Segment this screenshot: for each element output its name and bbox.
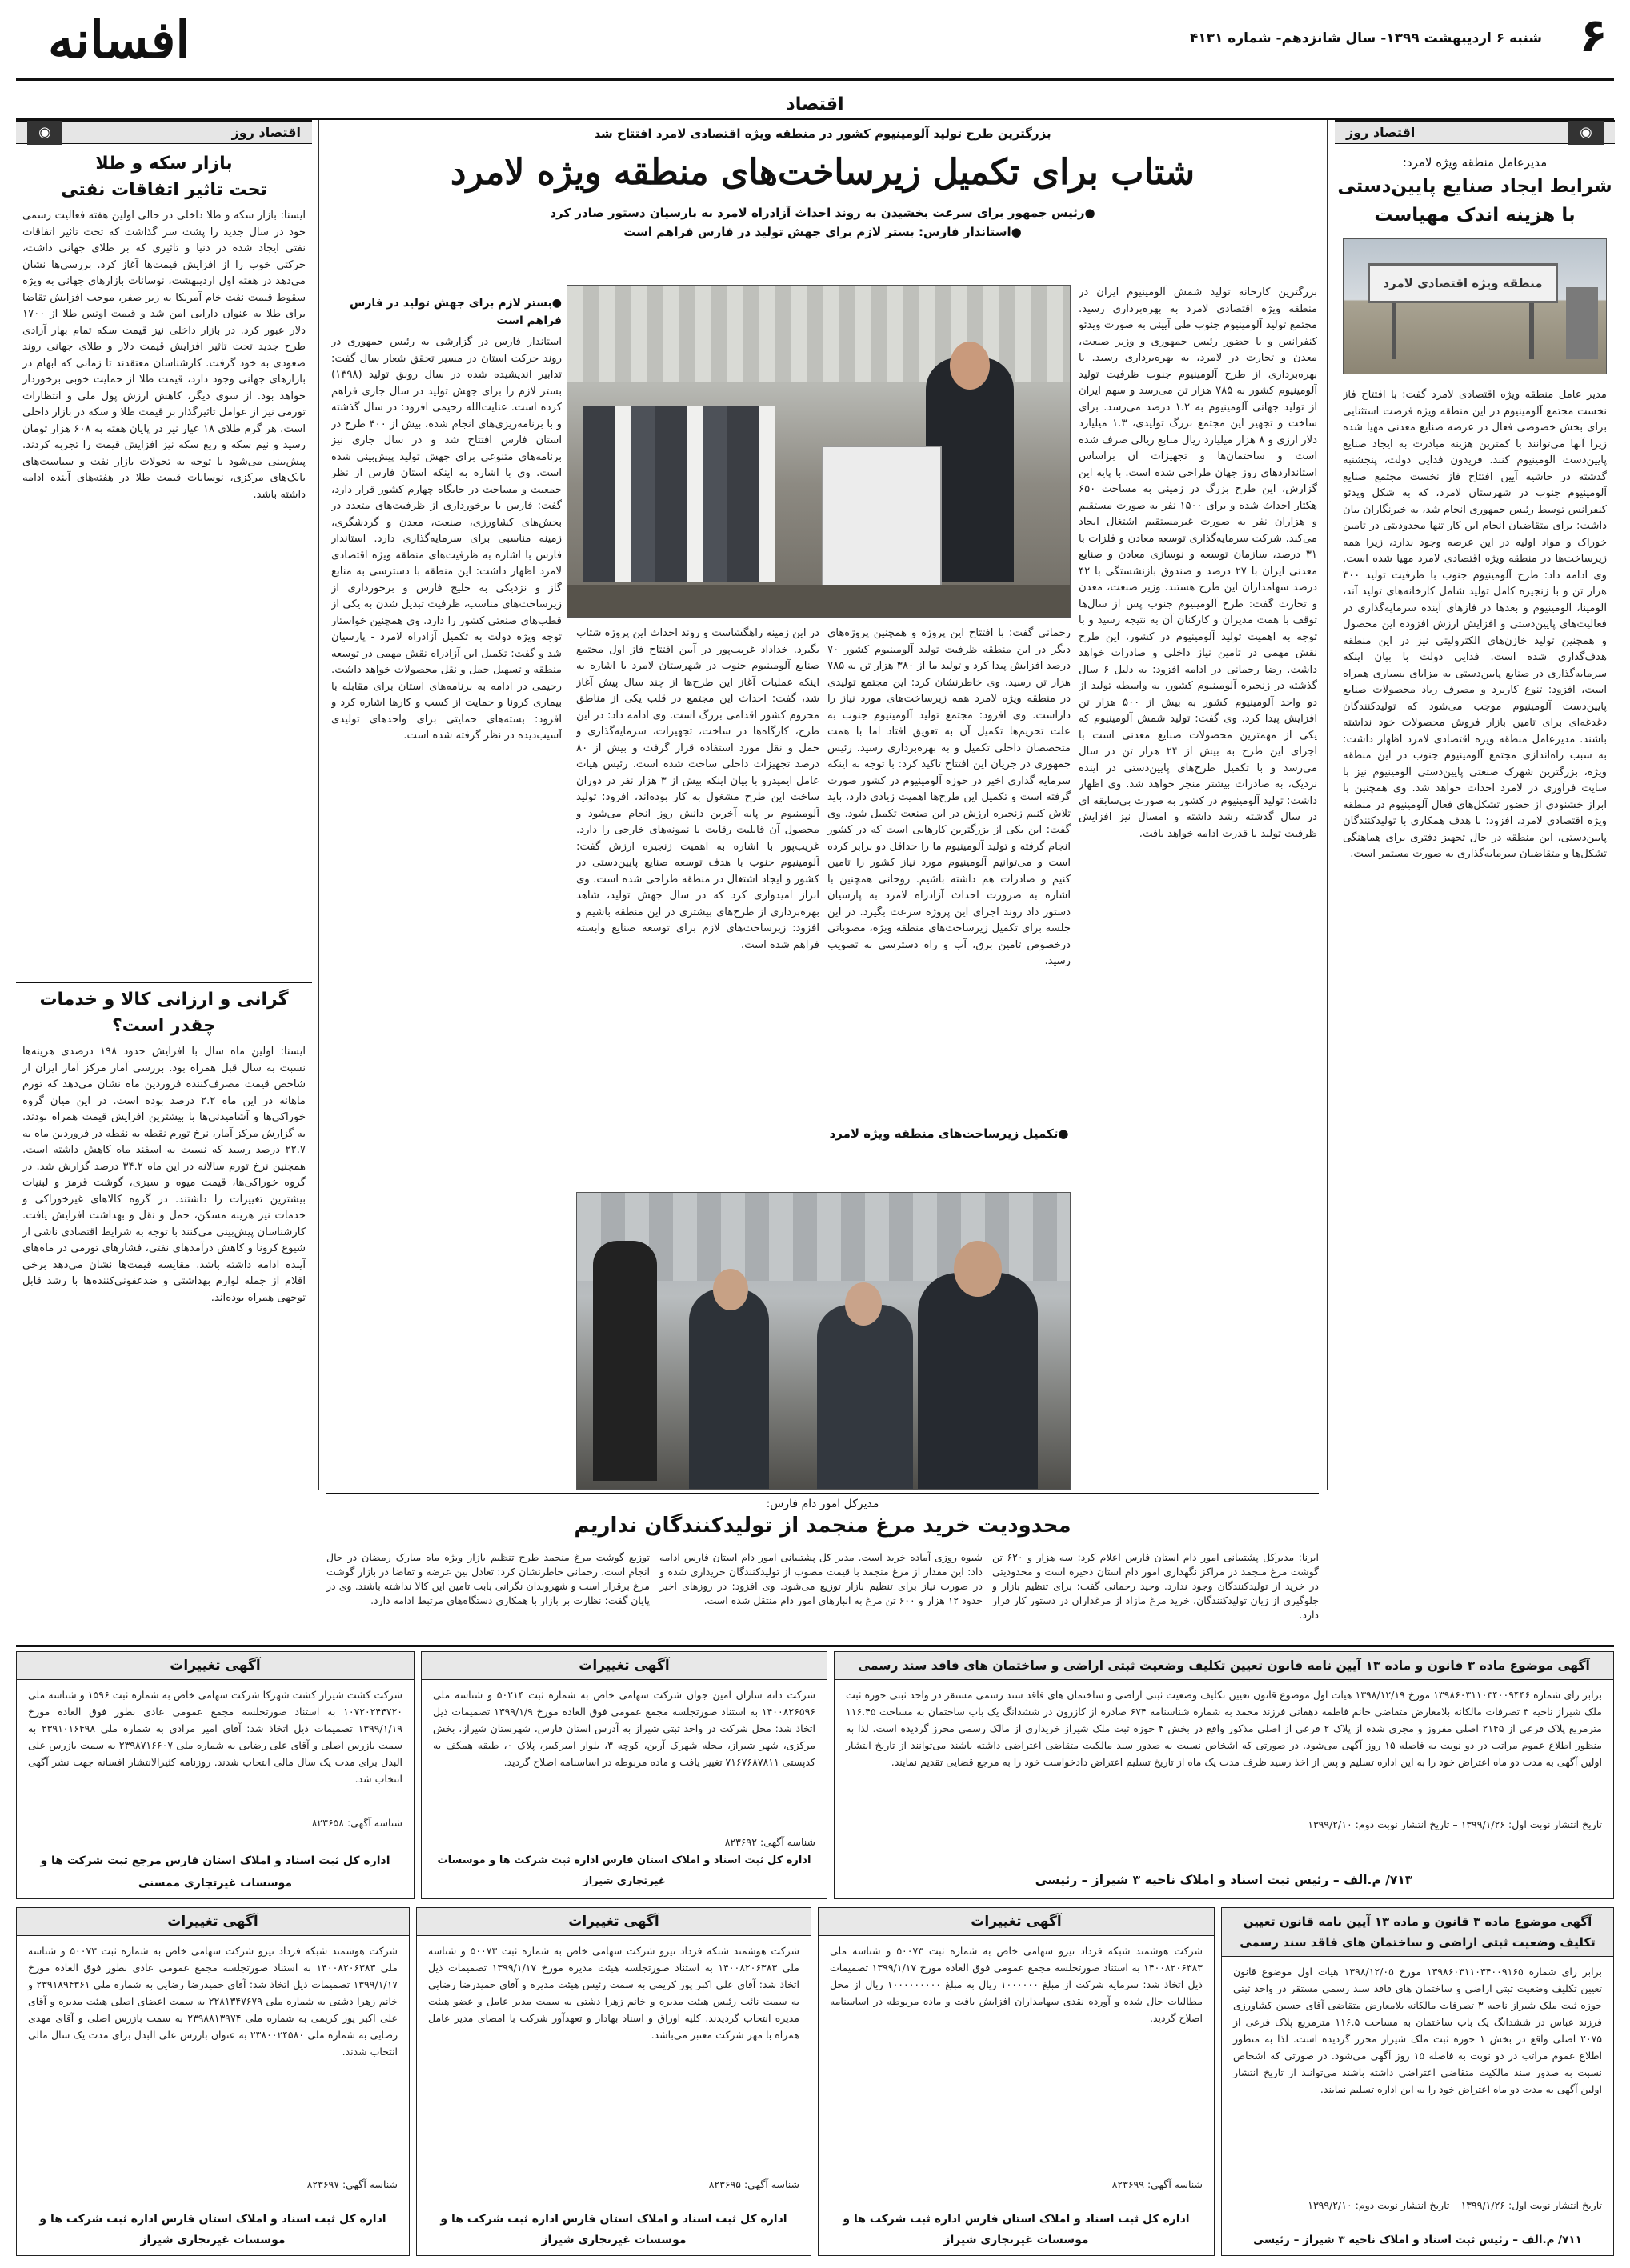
left-title-1a: بازار سکه و طلا: [95, 154, 233, 174]
main-photo-top: [567, 285, 1071, 618]
ad-ref: تاریخ انتشار نوبت اول: ۱۳۹۹/۱/۲۶ – تاریخ انتشار نوبت دوم: ۱۳۹۹/۲/۱۰: [1308, 2199, 1602, 2211]
main-lead-1: ●رئیس جمهور برای سرعت بخشیدن به روند احداث آزادراه لامرد به پارسیان دستور صادر کرد: [550, 206, 1095, 220]
ad-body: برابر رای شماره ۱۳۹۸۶۰۳۱۱۰۳۴۰۰۹۴۴۶ مورخ ۱۳۹۸/۱۲/۱۹ هیات اول موضوع قانون تعیین تکلیف وضعیت ثبتی اراضی و ساختمان های فاقد سند رسمی مستقر در واحد ثبتی حوزه ثبت ملک شیراز ناحیه ۳ تصرفات مالکانه بلامعارض متقاضی خانم فاطمه دهقانی فرزند محمد به شماره شناسنامه ۶۷۴ صادره از کازرون در ششدانگ یک باب ساختمان به مساحت ۱۱۶.۴۵ مترمربع پلاک فرعی از ۲۱۴۵ اصلی مفروز و مجزی شده از پلاک ۲ فرعی از اصلی مذکور واقع در بخش ۴ حوزه ثبت ملک شیراز خریداری از مالک رسمی محرز گردیده است. لذا به منظور اطلاع عموم مراتب در دو نوبت به فاصله ۱۵ روز آگهی می‌شود. در صورتی که اشخاص نسبت به صدور سند مالکیت متقاضی اعتراضی داشته باشند می‌توانند از تاریخ انتشار اولین آگهی به مدت دو ماه اعتراض خود را به این اداره تسلیم و پس از اخذ رسید ظرف مدت یک ماه از تاریخ تسلیم اعتراض دادخواست خود را به مرجع قضایی تقدیم نمایند.: [846, 1689, 1602, 1768]
bottom-col-3: توزیع گوشت مرغ منجمد طرح تنظیم بازار ویژه ماه مبارک رمضان در حال انجام است. رحمانی خاطرنشان کرد: تعادل بین عرضه و تقاضا در بازار گوشت مرغ برقرار است و شهروندان نگرانی بابت تامین این کالا نداشته باشند. وی در پایان گفت: نظارت بر بازار با همکاری دستگاه‌های مرتبط ادامه دارد.: [326, 1551, 650, 1606]
sign-board: [1368, 263, 1558, 303]
ad-row1-right: [834, 1651, 1614, 1899]
right-body: مدیر عامل منطقه ویژه اقتصادی لامرد گفت: با افتتاح فاز نخست مجتمع آلومینیوم در این منطقه ویژه فرصت استثنایی برای بخش خصوصی فعال در عرصه صنایع معدنی مهیا شده زیرا آنها می‌توانند با کمترین هزینه مبادرت به ایجاد صنایع پایین‌دست آلومینیوم کنند. فریدون فدایی دولت، پنجشنبه گذشته در حاشیه آیین افتتاح فاز نخست مجتمع صنایع آلومینیوم جنوب در شهرستان لامرد، که به شکل ویدئو کنفرانس توسط رئیس جمهوری انجام شد، به خبرنگاران بیان داشت: برای متقاضیان انجام این کار تنها محدودیتی در تامین خوراک و مواد اولیه در این عرصه وجود ندارد، زیرا همه زیرساخت‌ها در منطقه ویژه اقتصادی لامرد مهیا شده است. وی ادامه داد: طرح آلومینیوم جنوب با ظرفیت تولید ۳۰۰ هزار تن و با زنجیره کامل تولید شامل کارخانه‌های تولید آند، آلومینا، آلومینیوم و بعدها در فازهای آینده سرمایه‌گذاری در فعالیت‌های پایین‌دستی و افزایش ارزش افزوده این محصول و همچنین تولید خازن‌های الکترولیتی نیز در این منطقه هدف‌گذاری شده است. فدایی دولت با بیان اینکه سرمایه‌گذاری در صنایع پایین‌دستی به مزایای بسیاری همراه است، افزود: تنوع کاربرد و مصرف زیاد محصولات صنایع پایین‌دست آلومینیوم موجب می‌شود که تولیدکنندگان دغدغه‌ای برای تامین بازار فروش محصولات خود نداشته باشند. مدیرعامل منطقه ویژه اقتصادی لامرد اظهار داشت: به سبب راه‌اندازی مجتمع آلومینیوم جنوب در این منطقه ویژه، بزرگترین شهرک صنعتی پایین‌دستی آلومینیوم نیز با سایت فرآوری در لامرد احداث خواهد شد. وی همچنین با ابراز خشنودی از حضور تشکل‌های فعال آلومینیوم در منطقه ویژه اقتصادی لامرد، افزود: با هدف همکاری با تولیدکنندگان پایین‌دستی، این منطقه در حال تجهیز دفتری برای هماهنگی تشکل‌ها و متقاضیان سرمایه‌گذاری به صورت مستمر است.: [1343, 389, 1607, 860]
bottom-title: محدودیت خرید مرغ منجمد از تولیدکنندگان نداریم: [574, 1514, 1071, 1538]
ad-row2-2: [818, 1907, 1215, 2256]
ad-title: آگهی تغییرات: [17, 1908, 409, 1936]
column-logo-icon: ◉: [1568, 121, 1604, 145]
ad-footer: ۷۱۳/ م.الف – رئیس ثبت اسناد و املاک ناحیه ۳ شیراز – رئیسی: [1035, 1873, 1413, 1887]
ad-footer-1: اداره کل ثبت اسناد و املاک استان فارس اداره ثبت شرکت ها و: [440, 2213, 787, 2226]
main-col-1: بزرگترین کارخانه تولید شمش آلومینیوم ایران در منطقه ویژه اقتصادی لامرد به بهره‌برداری رسید. مجتمع تولید آلومینیوم جنوب طی آیینی به صورت ویدئو کنفرانس و با حضور رئیس جمهوری و وزیر صنعت، معدن و تجارت در لامرد، به بهره‌برداری رسید. با بهره‌برداری از طرح آلومینیوم جنوب ظرفیت تولید آلومینیوم کشور به ۷۸۵ هزار تن می‌رسد و سهم ایران از تولید جهانی آلومینیوم به ۱.۲ درصد می‌رسد. برای ساخت و تجهیز این مجتمع بزرگ تولیدی، ۱.۳ میلیارد دلار ارزی و ۸ هزار میلیارد ریال منابع ریالی صرف شده است و ساختمان‌ها و تجهیزات آن براساس استانداردهای روز جهان طراحی شده است. با پایه این گزارش، این طرح بزرگ در زمینی به مساحت ۶۵۰ هکتار احداث شده و برای ۱۵۰۰ نفر به صورت مستقیم و هزاران نفر به صورت غیرمستقیم اشتغال ایجاد می‌کند. شرکت سرمایه‌گذاری توسعه معادن و فلزات با ۳۱ درصد، سازمان توسعه و نوسازی معادن و صنایع معدنی ایران با ۲۷ درصد و صندوق بازنشستگی با ۴۲ درصد سهامداران این طرح هستند. وزیر صنعت، معدن و تجارت گفت: طرح آلومینیوم جنوب پس از سال‌ها توقف با همت مدیران و کارکنان آن به نتیجه رسید و با توجه به اهمیت تولید آلومینیوم در کشور، این طرح نقش مهمی در تامین نیاز داخلی و صادرات خواهد داشت. رضا رحمانی در ادامه افزود: به دلیل ۶ سال گذشته در زنجیره آلومینیوم کشور، به واسطه تولید از دو واحد آلومینیوم کشور به بیش از ۵۰۰ هزار تن افزایش پیدا کرد. وی گفت: تولید شمش آلومینیوم که یکی از مهمترین محصولات صنایع معدنی است با اجرای این طرح به بیش از ۲۴ هزار تن در سال می‌رسد و با تکمیل طرح‌های پایین‌دستی در آینده نزدیک، به صادرات بیشتر منجر خواهد شد. وی اظهار داشت: تولید آلومینیوم در کشور به صورت بی‌سابقه ای در سال گذشته رشد داشته و امسال نیز افزایش ظرفیت تولید با قدرت ادامه خواهد یافت.: [1079, 286, 1317, 840]
main-col-4-wrap: [326, 285, 567, 1189]
left-body-1: ایسنا: بازار سکه و طلا داخلی در حالی اولین هفته فعالیت رسمی خود در سال جدید را پشت سر گذاشت که تحت تاثیر اتفاقات نفتی ایجاد شده در دنیا و تاثیری که بر طلای جهانی داشت، حرکتی خوب را از افزایش قیمت‌ها آغاز کرد. بررسی‌ها نشان می‌دهد در هفته اول اردیبهشت، نوسانات بازارهای جهانی به ویژه سقوط قیمت نفت خام آمریکا به زیر صفر، موجب افزایش تقاضا برای طلا به عنوان دارایی امن شد و قیمت اونس طلا از ۱۷۰۰ دلار عبور کرد. در بازار داخلی نیز قیمت سکه تمام بهار آزادی طرح جدید تحت تاثیر افزایش قیمت دلار و طلای جهانی روند صعودی به خود گرفت. کارشناسان معتقدند تا زمانی که ابهام در بازارهای جهانی وجود دارد، قیمت طلا از حمایت خوبی برخوردار خواهد بود. از سوی دیگر، کاهش ارزش پول ملی و انتظارات تورمی نیز از عوامل تاثیرگذار بر قیمت طلا و سکه در بازار داخلی است. هر گرم طلای ۱۸ عیار نیز در پایان هفته به ۶۰۸ هزار تومان رسید و نیم سکه و ربع سکه نیز افزایش قیمت را تجربه کردند. پیش‌بینی می‌شود با توجه به تحولات بازار نفت و سیاست‌های بانک‌های مرکزی، نوسانات قیمت طلا در هفته‌های آینده ادامه داشته باشد.: [22, 210, 306, 501]
ad-title: آگهی موضوع ماده ۳ قانون و ماده ۱۳ آیین نامه قانون تعیین تکلیف وضعیت ثبتی اراضی و ساختمان های فاقد سند رسمی: [1222, 1908, 1613, 1957]
ad-footer-1: اداره کل ثبت اسناد و املاک استان فارس اداره ثبت شرکت ها و: [39, 2213, 386, 2226]
ad-footer-1: اداره کل ثبت اسناد و املاک استان فارس اداره ثبت شرکت ها و: [843, 2213, 1190, 2226]
ad-title: آگهی تغییرات: [819, 1908, 1214, 1936]
section-title: اقتصاد: [786, 94, 844, 114]
ad-title: آگهی موضوع ماده ۳ قانون و ماده ۱۳ آیین نامه قانون تعیین تکلیف وضعیت ثبتی اراضی و ساختمان های فاقد سند رسمی: [835, 1652, 1613, 1680]
ad-title: آگهی تغییرات: [417, 1908, 811, 1936]
ad-title: آگهی تغییرات: [422, 1652, 827, 1680]
bottom-col-2: شیوه روزی آماده خرید است. مدیر کل پشتیبانی امور دام استان فارس ادامه داد: این مقدار از مرغ منجمد با قیمت مصوب از تولیدکنندگان خریداری شده و در صورت نیاز برای تنظیم بازار توزیع می‌شود. وی افزود: در روزهای اخیر حدود ۱۲ هزار و ۶۰۰ تن مرغ به انبارهای امور دام منتقل شده است.: [659, 1551, 983, 1606]
ad-footer: اداره کل ثبت اسناد و املاک استان فارس اداره ثبت شرکت ها و موسسات غیرتجاری شیراز: [437, 1854, 811, 1887]
ad-body: برابر رای شماره ۱۳۹۸۶۰۳۱۱۰۳۴۰۰۹۱۶۵ مورخ ۱۳۹۸/۱۲/۰۵ هیات اول موضوع قانون تعیین تکلیف وضعیت ثبتی اراضی و ساختمان های فاقد سند رسمی مستقر در واحد ثبتی حوزه ثبت ملک شیراز ناحیه ۳ تصرفات مالکانه بلامعارض متقاضی آقای حسین کشاورزی فرزند عباس در ششدانگ یک باب ساختمان به مساحت ۱۱۶.۵ مترمربع پلاک فرعی از ۲۰۷۵ اصلی واقع در بخش ۱ حوزه ثبت ملک شیراز محرز گردیده است. لذا به منظور اطلاع عموم مراتب در دو نوبت به فاصله ۱۵ روز آگهی می‌شود. در صورتی که اشخاص نسبت به صدور سند مالکیت متقاضی اعتراضی داشته باشند می‌توانند از تاریخ انتشار اولین آگهی به مدت دو ماه اعتراض خود را به این اداره تسلیم نمایند.: [1233, 1966, 1603, 2095]
ad-row2-4: [16, 1907, 410, 2256]
ad-ref: شناسه آگهی: ۸۲۳۶۹۹: [1111, 2178, 1203, 2190]
bottom-kicker: مدیرکل امور دام فارس:: [766, 1498, 879, 1510]
issue-info: شنبه ۶ اردیبهشت ۱۳۹۹- سال شانزدهم- شماره ۴۱۳۱: [1189, 30, 1542, 46]
ad-footer-2: موسسات غیرتجاری شیراز: [943, 2234, 1089, 2246]
left-column: [16, 120, 312, 1488]
ad-ref: شناسه آگهی: ۸۲۳۶۹۲: [724, 1836, 815, 1848]
main-sub-1: ●بستر لازم برای جهش تولید در فارس فراهم است: [350, 297, 562, 327]
main-col-4: استاندار فارس در گزارشی به رئیس جمهوری در روند حرکت استان در مسیر تحقق شعار سال گفت: تدابیر اندیشیده شده در سال رونق تولید (۱۳۹۸) بستر لازم را برای جهش تولید در سال جاری فراهم کرده است. عنایت‌الله رحیمی افزود: در سال گذشته و با برنامه‌ریزی‌های انجام شده، بیش از ۴۰۰ طرح در استان فارس افتتاح شد و در سال جاری نیز برنامه‌های متنوعی برای جهش تولید پیش‌بینی شده است. وی با اشاره به اینکه استان فارس از نظر جمعیت و مساحت در جایگاه چهارم کشور قرار دارد، گفت: فارس با برخورداری از ظرفیت‌های متعدد در بخش‌های کشاورزی، صنعت، معدن و گردشگری، زمینه مناسبی برای سرمایه‌گذاری دارد. استاندار فارس با اشاره به ظرفیت‌های منطقه ویژه اقتصادی لامرد اظهار داشت: این منطقه با دسترسی به منابع گاز و نزدیکی به خلیج فارس و برخورداری از زیرساخت‌های مناسب، ظرفیت تبدیل شدن به یکی از قطب‌های صنعتی کشور را دارد. وی همچنین خواستار توجه ویژه دولت به تکمیل آزادراه لامرد - پارسیان شد و گفت: تکمیل این آزادراه نقش مهمی در توسعه منطقه و تسهیل حمل و نقل محصولات خواهد داشت. رحیمی در ادامه به برنامه‌های استان برای مقابله با بیماری کرونا و حمایت از کسب و کارها اشاره کرد و افزود: بسته‌های حمایتی برای واحدهای تولیدی آسیب‌دیده در نظر گرفته شده است.: [331, 336, 562, 742]
ad-ref: شناسه آگهی: ۸۲۳۶۹۵: [708, 2178, 799, 2190]
ad-ref: شناسه آگهی: ۸۲۳۶۹۷: [306, 2178, 398, 2190]
ad-body: شرکت هوشمند شبکه فرداد نیرو شرکت سهامی خاص به شماره ثبت ۵۰۰۷۳ و شناسه ملی ۱۴۰۰۸۲۰۶۳۸۳ به استناد صورتجلسه مجمع عمومی عادی بطور فوق العاده مورخ ۱۳۹۹/۱/۱۷ تصمیمات ذیل اتخاذ شد: آقای حمیدرضا رضایی به شماره ملی ۲۳۹۱۸۹۴۳۶۱ و خانم زهرا دشتی به شماره ملی ۲۲۸۱۳۴۷۶۷۹ به سمت اعضای اصلی هیئت مدیره و آقای علی اکبر پور کریمی به شماره ملی ۲۳۹۸۸۱۳۹۷۴ به سمت بازرس اصلی و آقای مهدی رضایی به شماره ملی ۲۳۸۰۰۲۴۵۸۰ به عنوان بازرس علی البدل برای مدت یک سال مالی انتخاب شدند.: [28, 1945, 398, 2058]
ad-row2-1: [1221, 1907, 1614, 2256]
column-logo-icon: ◉: [27, 121, 62, 145]
ad-body: شرکت هوشمند شبکه فرداد نیرو شرکت سهامی خاص به شماره ثبت ۵۰۰۷۳ و شناسه ملی ۱۴۰۰۸۲۰۶۳۸۳ به استناد صورتجلسه هیئت مدیره مورخ ۱۳۹۹/۱/۱۷ تصمیمات ذیل اتخاذ شد: آقای علی اکبر پور کریمی به سمت رئیس هیئت مدیره و آقای حمیدرضا رضایی به سمت نائب رئیس هیئت مدیره و خانم زهرا دشتی به سمت مدیر عامل و عضو هیئت مدیره انتخاب گردیدند. کلیه اوراق و اسناد بهادار و تعهدآور شرکت با امضای مدیر عامل همراه با مهر شرکت معتبر می‌باشد.: [428, 1945, 799, 2041]
ad-footer-1: اداره کل ثبت اسناد و املاک استان فارس مرجع ثبت شرکت ها و: [40, 1854, 390, 1867]
main-headline: شتاب برای تکمیل زیرساخت‌های منطقه ویژه لامرد: [450, 152, 1195, 193]
main-lead-2: ●استاندار فارس: بستر لازم برای جهش تولید در فارس فراهم است: [623, 225, 1022, 239]
main-col-3: در این زمینه راهگشاست و روند احداث این پروژه شتاب بگیرد. خداداد غریب‌پور در آیین افتتاح فاز اول مجتمع صنایع آلومینیوم جنوب در شهرستان لامرد با اشاره به اینکه عملیات آغاز این طرح‌ها از چند سال پیش آغاز شد، گفت: احداث این مجتمع در قلب یکی از مناطق محروم کشور اقدامی بزرگ است. وی ادامه داد: در این طرح، کارگاه‌ها در ساخت، تجهیزات، سرمایه‌گذاری و حمل و نقل مورد استفاده قرار گرفت و بیش از ۸۰ درصد تجهیزات داخلی ساخت شده است. رئیس هیات عامل ایمیدرو با بیان اینکه بیش از ۳ هزار نفر در دوران ساخت این طرح مشغول به کار بوده‌اند، افزود: تولید آلومینیوم بر پایه آخرین دانش روز انجام می‌شود و محصول آن قابلیت رقابت با نمونه‌های خارجی را دارد. غریب‌پور با اشاره به اهمیت زنجیره ارزش گفت: آلومینیوم جنوب با هدف توسعه صنایع پایین‌دستی در کشور و ایجاد اشتغال در منطقه طراحی شده است. وی ابراز امیدواری کرد که در سال جهش تولید، شاهد بهره‌برداری از طرح‌های بیشتری در این منطقه باشیم و افزود: زیرساخت‌های لازم برای توسعه صنایع وابسته فراهم شده است.: [576, 627, 819, 951]
main-sub-2: ●تکمیل زیرساخت‌های منطقه ویژه لامرد: [829, 1126, 1069, 1141]
right-kicker: مدیرعامل منطقه ویژه لامرد:: [1402, 155, 1548, 170]
ad-footer: ۷۱۱/ م.الف – رئیس ثبت اسناد و املاک ناحیه ۳ شیراز – رئیسی: [1253, 2234, 1582, 2246]
ad-footer-2: موسسات غیرتجاری ممسنی: [138, 1877, 293, 1890]
main-kicker: بزرگترین طرح تولید آلومینیوم کشور در منطقه ویژه اقتصادی لامرد افتتاح شد: [594, 126, 1051, 141]
main-col-2: رحمانی گفت: با افتتاح این پروژه و همچنین پروژه‌های دیگر در این منطقه ظرفیت تولید آلومینیوم کشور ۷۰ درصد افزایش پیدا کرد و تولید ما از ۳۸۰ هزار تن به ۷۸۵ هزار تن رسید. وی خاطرنشان کرد: این مجتمع تولیدی در منطقه ویژه لامرد همه زیرساخت‌های مورد نیاز را داراست. وی افزود: مجتمع تولید آلومینیوم جنوب به علت تحریم‌ها تکمیل آن به تعویق افتاد اما با همت متخصصان داخلی تکمیل و به بهره‌برداری رسید. رئیس جمهوری در جریان این افتتاح تاکید کرد: با توجه به اینکه سرمایه گذاری اخیر در حوزه آلومینیوم در کشور صورت گرفته است و تکمیل این طرح‌ها اهمیت زیادی دارد، باید تلاش کنیم زنجیره ارزش در این صنعت تکمیل شود. وی گفت: این یکی از بزرگترین کارهایی است که در کشور انجام گرفته و تولید آلومینیوم ما را حداقل دو برابر کرده است و می‌توانیم آلومینیوم مورد نیاز کشور را تامین کنیم و صادرات هم داشته باشیم. روحانی همچنین با اشاره به ضرورت احداث آزادراه لامرد به پارسیان دستور داد روند اجرای این پروژه سرعت بگیرد. در این جلسه برای تکمیل زیرساخت‌های منطقه ویژه، مصوباتی درخصوص تامین برق، آب و راه دسترسی به تصویب رسید.: [827, 627, 1071, 967]
left-body-2: ایسنا: اولین ماه سال با افزایش حدود ۱۹۸ درصدی هزینه‌ها نسبت به سال قبل همراه بود. بررسی آمار مرکز آمار ایران از شاخص قیمت مصرف‌کننده فروردین ماه نشان می‌دهد که تورم ماهانه در این ماه ۲.۲ درصد بوده است. در این میان گروه خوراکی‌ها و آشامیدنی‌ها با بیشترین افزایش قیمت همراه بودند. به گزارش مرکز آمار، نرخ تورم نقطه به نقطه در فروردین ماه به ۲۲.۷ درصد رسید که نسبت به اسفند ماه کاهش داشته است. همچنین نرخ تورم سالانه در این ماه ۳۴.۲ درصد گزارش شد. در گروه خوراکی‌ها، قیمت میوه و سبزی، گوشت قرمز و لبنیات بیشترین تغییرات را داشتند. در گروه کالاهای غیرخوراکی و خدمات نیز هزینه مسکن، حمل و نقل و بهداشت افزایش یافت. کارشناسان پیش‌بینی می‌کنند با توجه به شرایط اقتصادی ناشی از شیوع کرونا و کاهش درآمدهای نفتی، فشارهای تورمی در ماه‌های آینده ادامه داشته باشد. مقایسه قیمت‌ها نشان می‌دهد برخی اقلام از جمله لوازم بهداشتی و ضدعفونی‌کننده‌ها با رشد قابل توجهی همراه بوده‌اند.: [22, 1046, 306, 1304]
ad-body: شرکت هوشمند شبکه فرداد نیرو سهامی خاص به شماره ثبت ۵۰۰۷۳ و شناسه ملی ۱۴۰۰۸۲۰۶۳۸۳ به استناد صورتجلسه مجمع عمومی فوق العاده مورخ ۱۳۹۹/۱/۱۷ تصمیمات ذیل اتخاذ شد: سرمایه شرکت از مبلغ ۱۰۰۰۰۰۰ ریال به مبلغ ۱۰۰۰۰۰۰۰۰۰ ریال از محل مطالبات حال شده و آورده نقدی سهامداران افزایش یافت و ماده مربوطه در اساسنامه اصلاح گردید.: [830, 1945, 1203, 2024]
ad-body: شرکت کشت شیراز کشت شهرکا شرکت سهامی خاص به شماره ثبت ۱۵۹۶ و شناسه ملی ۱۰۷۲۰۲۴۴۷۲۰ به استناد صورتجلسه مجمع عمومی عادی بطور فوق العاده مورخ ۱۳۹۹/۱/۱۹ تصمیمات ذیل اتخاذ شد: آقای امیر مرادی به شماره ملی ۲۳۹۱۰۱۶۴۹۸ به سمت بازرس اصلی و آقای علی رضایی به شماره ملی ۲۳۹۸۷۱۶۶۰۷ به سمت بازرس علی البدل برای مدت یک سال مالی انتخاب شدند. روزنامه کثیرالانتشار افسانه جهت نشر آگهی انتخاب شد.: [28, 1689, 402, 1785]
right-column-band: [1335, 120, 1615, 144]
left-column-band: [16, 120, 312, 144]
ad-title: آگهی تغییرات: [17, 1652, 414, 1680]
ad-ref: شناسه آگهی: ۸۲۳۶۵۸: [311, 1817, 402, 1829]
bottom-col-1: ایرنا: مدیرکل پشتیبانی امور دام استان فارس اعلام کرد: سه هزار و ۶۲۰ تن گوشت مرغ منجمد در مراکز نگهداری امور دام استان ذخیره است و محدودیتی در خرید از تولیدکنندگان وجود ندارد. وحید رحمانی گفت: برای تنظیم بازار و جلوگیری از زیان تولیدکنندگان، خرید مرغ مازاد از مرغداران در دستور کار قرار دارد.: [992, 1551, 1319, 1621]
ad-row1-left: [16, 1651, 415, 1899]
right-photo: [1343, 238, 1607, 374]
right-column: [1335, 120, 1615, 1488]
right-title-2: با هزینه اندک مهیاست: [1374, 205, 1576, 226]
ad-ref: تاریخ انتشار نوبت اول: ۱۳۹۹/۱/۲۶ – تاریخ انتشار نوبت دوم: ۱۳۹۹/۲/۱۰: [1308, 1818, 1602, 1830]
left-title-2a: گرانی و ارزانی کالا و خدمات: [39, 990, 289, 1010]
left-title-1b: تحت تاثیر اتفاقات نفتی: [61, 180, 267, 200]
band-label: اقتصاد روز: [1346, 125, 1416, 140]
page-number: ۶: [1579, 8, 1608, 62]
ad-row1-middle: [421, 1651, 827, 1899]
right-title-1: شرایط ایجاد صنایع پایین‌دستی: [1337, 176, 1612, 197]
main-photo-bottom: [576, 1192, 1071, 1490]
ad-footer-2: موسسات غیرتجاری شیراز: [140, 2234, 286, 2246]
band-label: اقتصاد روز: [231, 125, 301, 140]
left-title-2b: چقدر است؟: [112, 1016, 216, 1036]
ad-row2-3: [416, 1907, 811, 2256]
ad-body: شرکت دانه سازان امین جوان شرکت سهامی خاص به شماره ثبت ۵۰۲۱۴ و شناسه ملی ۱۴۰۰۸۲۶۵۹۶ به استناد صورتجلسه مجمع عمومی فوق العاده مورخ ۱۳۹۹/۱/۹ تصمیمات ذیل اتخاذ شد: محل شرکت در واحد ثبتی شیراز به آدرس استان فارس، شهرستان شیراز، بخش مرکزی، شهر شیراز، محله شهرک آرین، کوچه ۳، بلوار امیرکبیر، پلاک ۰، طبقه همکف به کدپستی ۷۱۶۷۶۸۷۸۱۱ تغییر یافت و ماده مربوطه در اساسنامه اصلاح گردید.: [433, 1689, 815, 1768]
masthead-logo: افسانه: [48, 10, 190, 70]
ad-footer-2: موسسات غیرتجاری شیراز: [541, 2234, 687, 2246]
sign-text: منطقه ویژه اقتصادی لامرد: [1383, 276, 1543, 290]
